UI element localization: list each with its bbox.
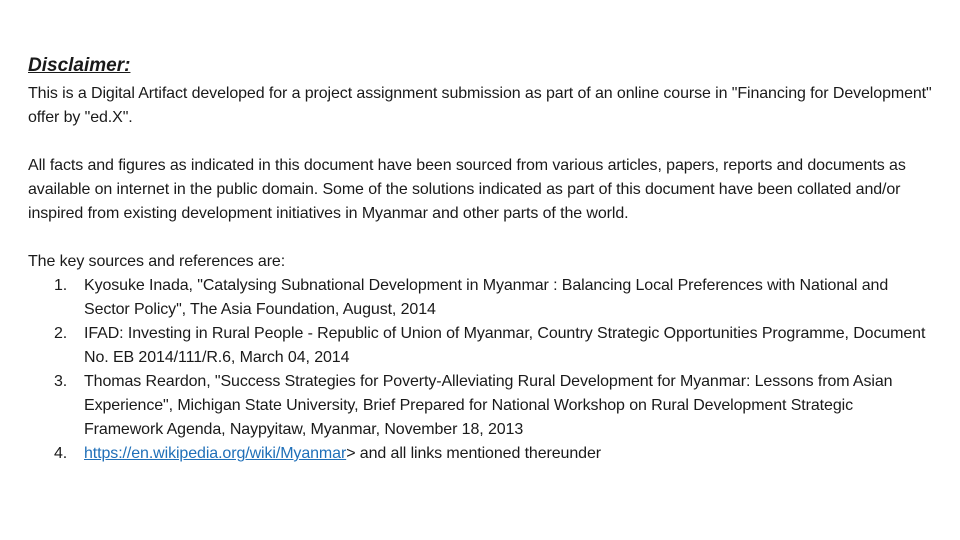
reference-number: 1. <box>54 277 68 294</box>
reference-item-3 <box>28 370 932 442</box>
disclaimer-title: Disclaimer: <box>28 55 131 76</box>
reference-text: Thomas Reardon, "Success Strategies for Poverty-Alleviating Rural Development for Myanmar: Lessons from Asian Experience", Michigan State University, Brief Prepared for National Workshop on Rural Development Strategic Framework Agenda, Naypyitaw, Myanmar, November 18, 2013 <box>84 373 893 438</box>
disclaimer-paragraph-2: All facts and figures as indicated in this document have been sourced from various articles, papers, reports and documents as available on internet in the public domain. Some of the solutions indicated as part of this document have been collated and/or inspired from existing development initiatives in Myanmar and other parts of the world. <box>28 157 906 222</box>
reference-number: 2. <box>54 325 68 342</box>
reference-number: 3. <box>54 373 68 390</box>
references-list <box>28 274 932 466</box>
reference-item-1 <box>28 274 932 322</box>
reference-item-2 <box>28 322 932 370</box>
disclaimer-paragraph-1: This is a Digital Artifact developed for a project assignment submission as part of an online course in "Financing for Development" offer by "ed.X". <box>28 85 932 126</box>
wikipedia-myanmar-link[interactable]: https://en.wikipedia.org/wiki/Myanmar <box>84 445 347 462</box>
reference-text: Kyosuke Inada, "Catalysing Subnational Development in Myanmar : Balancing Local Preferences with National and Sector Policy", The Asia Foundation, August, 2014 <box>84 277 889 318</box>
sources-intro: The key sources and references are: <box>28 253 286 270</box>
reference-number: 4. <box>54 445 68 462</box>
reference-item-4 <box>28 442 932 466</box>
reference-suffix: > and all links mentioned thereunder <box>346 445 601 462</box>
reference-text: IFAD: Investing in Rural People - Republic of Union of Myanmar, Country Strategic Opportunities Programme, Document No. EB 2014/111/R.6, March 04, 2014 <box>84 325 926 366</box>
